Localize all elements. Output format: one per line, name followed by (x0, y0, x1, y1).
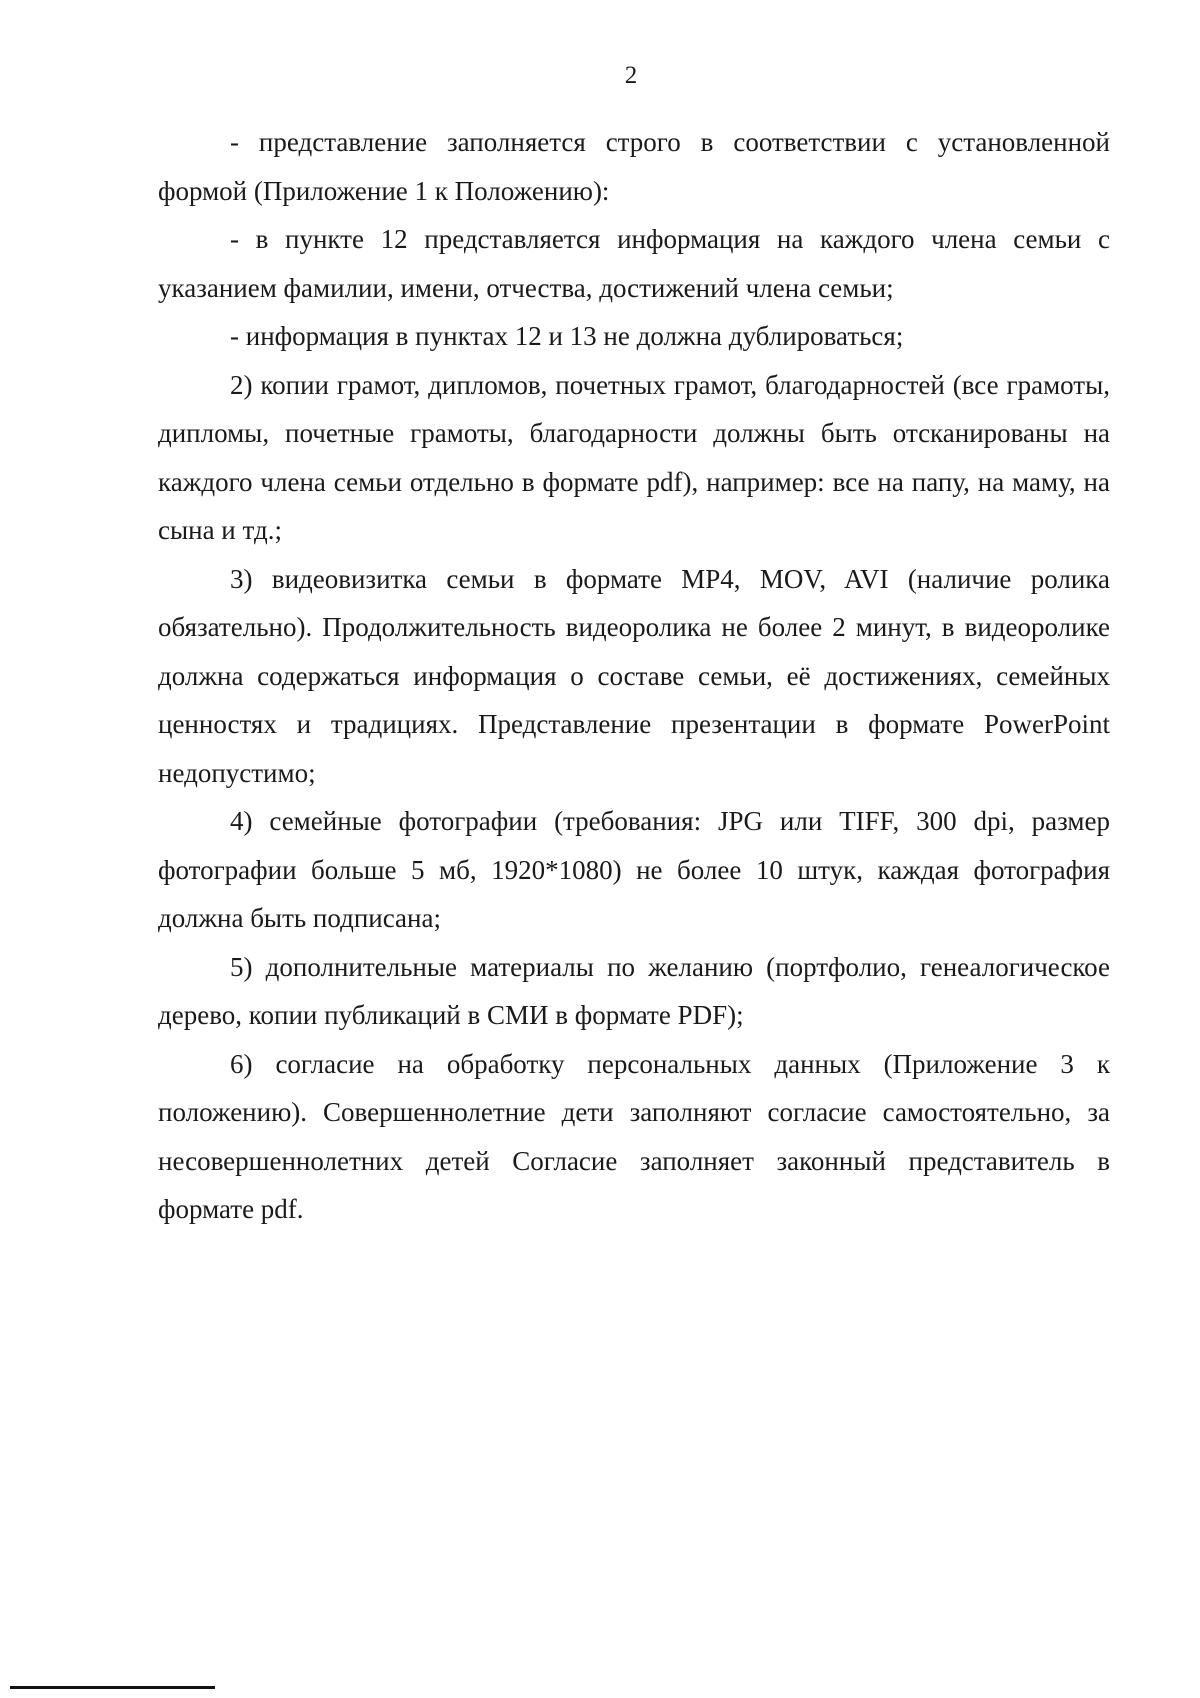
document-body (158, 118, 1110, 1234)
page-number: 2 (624, 62, 638, 89)
paragraph-personal-data-consent: 6) согласие на обработку персональных данных (Приложение 3 к положению). Совершеннолетние дети заполняют согласие самостоятельно, за несовершеннолетних детей Согласие заполняет законный представитель в формате pdf. (158, 1048, 1110, 1224)
paragraph-form-requirement: - представление заполняется строго в соответствии с установленной формой (Приложение 1 к Положению): (158, 127, 1110, 206)
paragraph-copies-of-certificates: 2) копии грамот, дипломов, почетных грамот, благодарностей (все грамоты, дипломы, почетные грамоты, благодарности должны быть отсканированы на каждого члена семьи отдельно в формате pdf), например: все на папу, на маму, на сына и тд.; (158, 369, 1110, 545)
footer-divider-line (10, 1686, 215, 1689)
paragraph-family-video: 3) видеовизитка семьи в формате MP4, MOV, AVI (наличие ролика обязательно). Продолжительность видеоролика не более 2 минут, в видеоролике должна содержаться информация о составе семьи, её достижениях, семейных ценностях и традициях. Представление презентации в формате PowerPoint недопустимо; (158, 563, 1110, 788)
paragraph-additional-materials: 5) дополнительные материалы по желанию (портфолио, генеалогическое дерево, копии публикаций в СМИ в формате PDF); (158, 951, 1110, 1030)
paragraph-item-12-info: - в пункте 12 представляется информация на каждого члена семьи с указанием фамилии, имени, отчества, достижений члена семьи; (158, 224, 1110, 303)
paragraph-family-photos: 4) семейные фотографии (требования: JPG или TIFF, 300 dpi, размер фотографии больше 5 мб, 1920*1080) не более 10 штук, каждая фотография должна быть подписана; (158, 806, 1110, 933)
paragraph-no-duplication: - информация в пунктах 12 и 13 не должна дублироваться; (230, 321, 904, 351)
